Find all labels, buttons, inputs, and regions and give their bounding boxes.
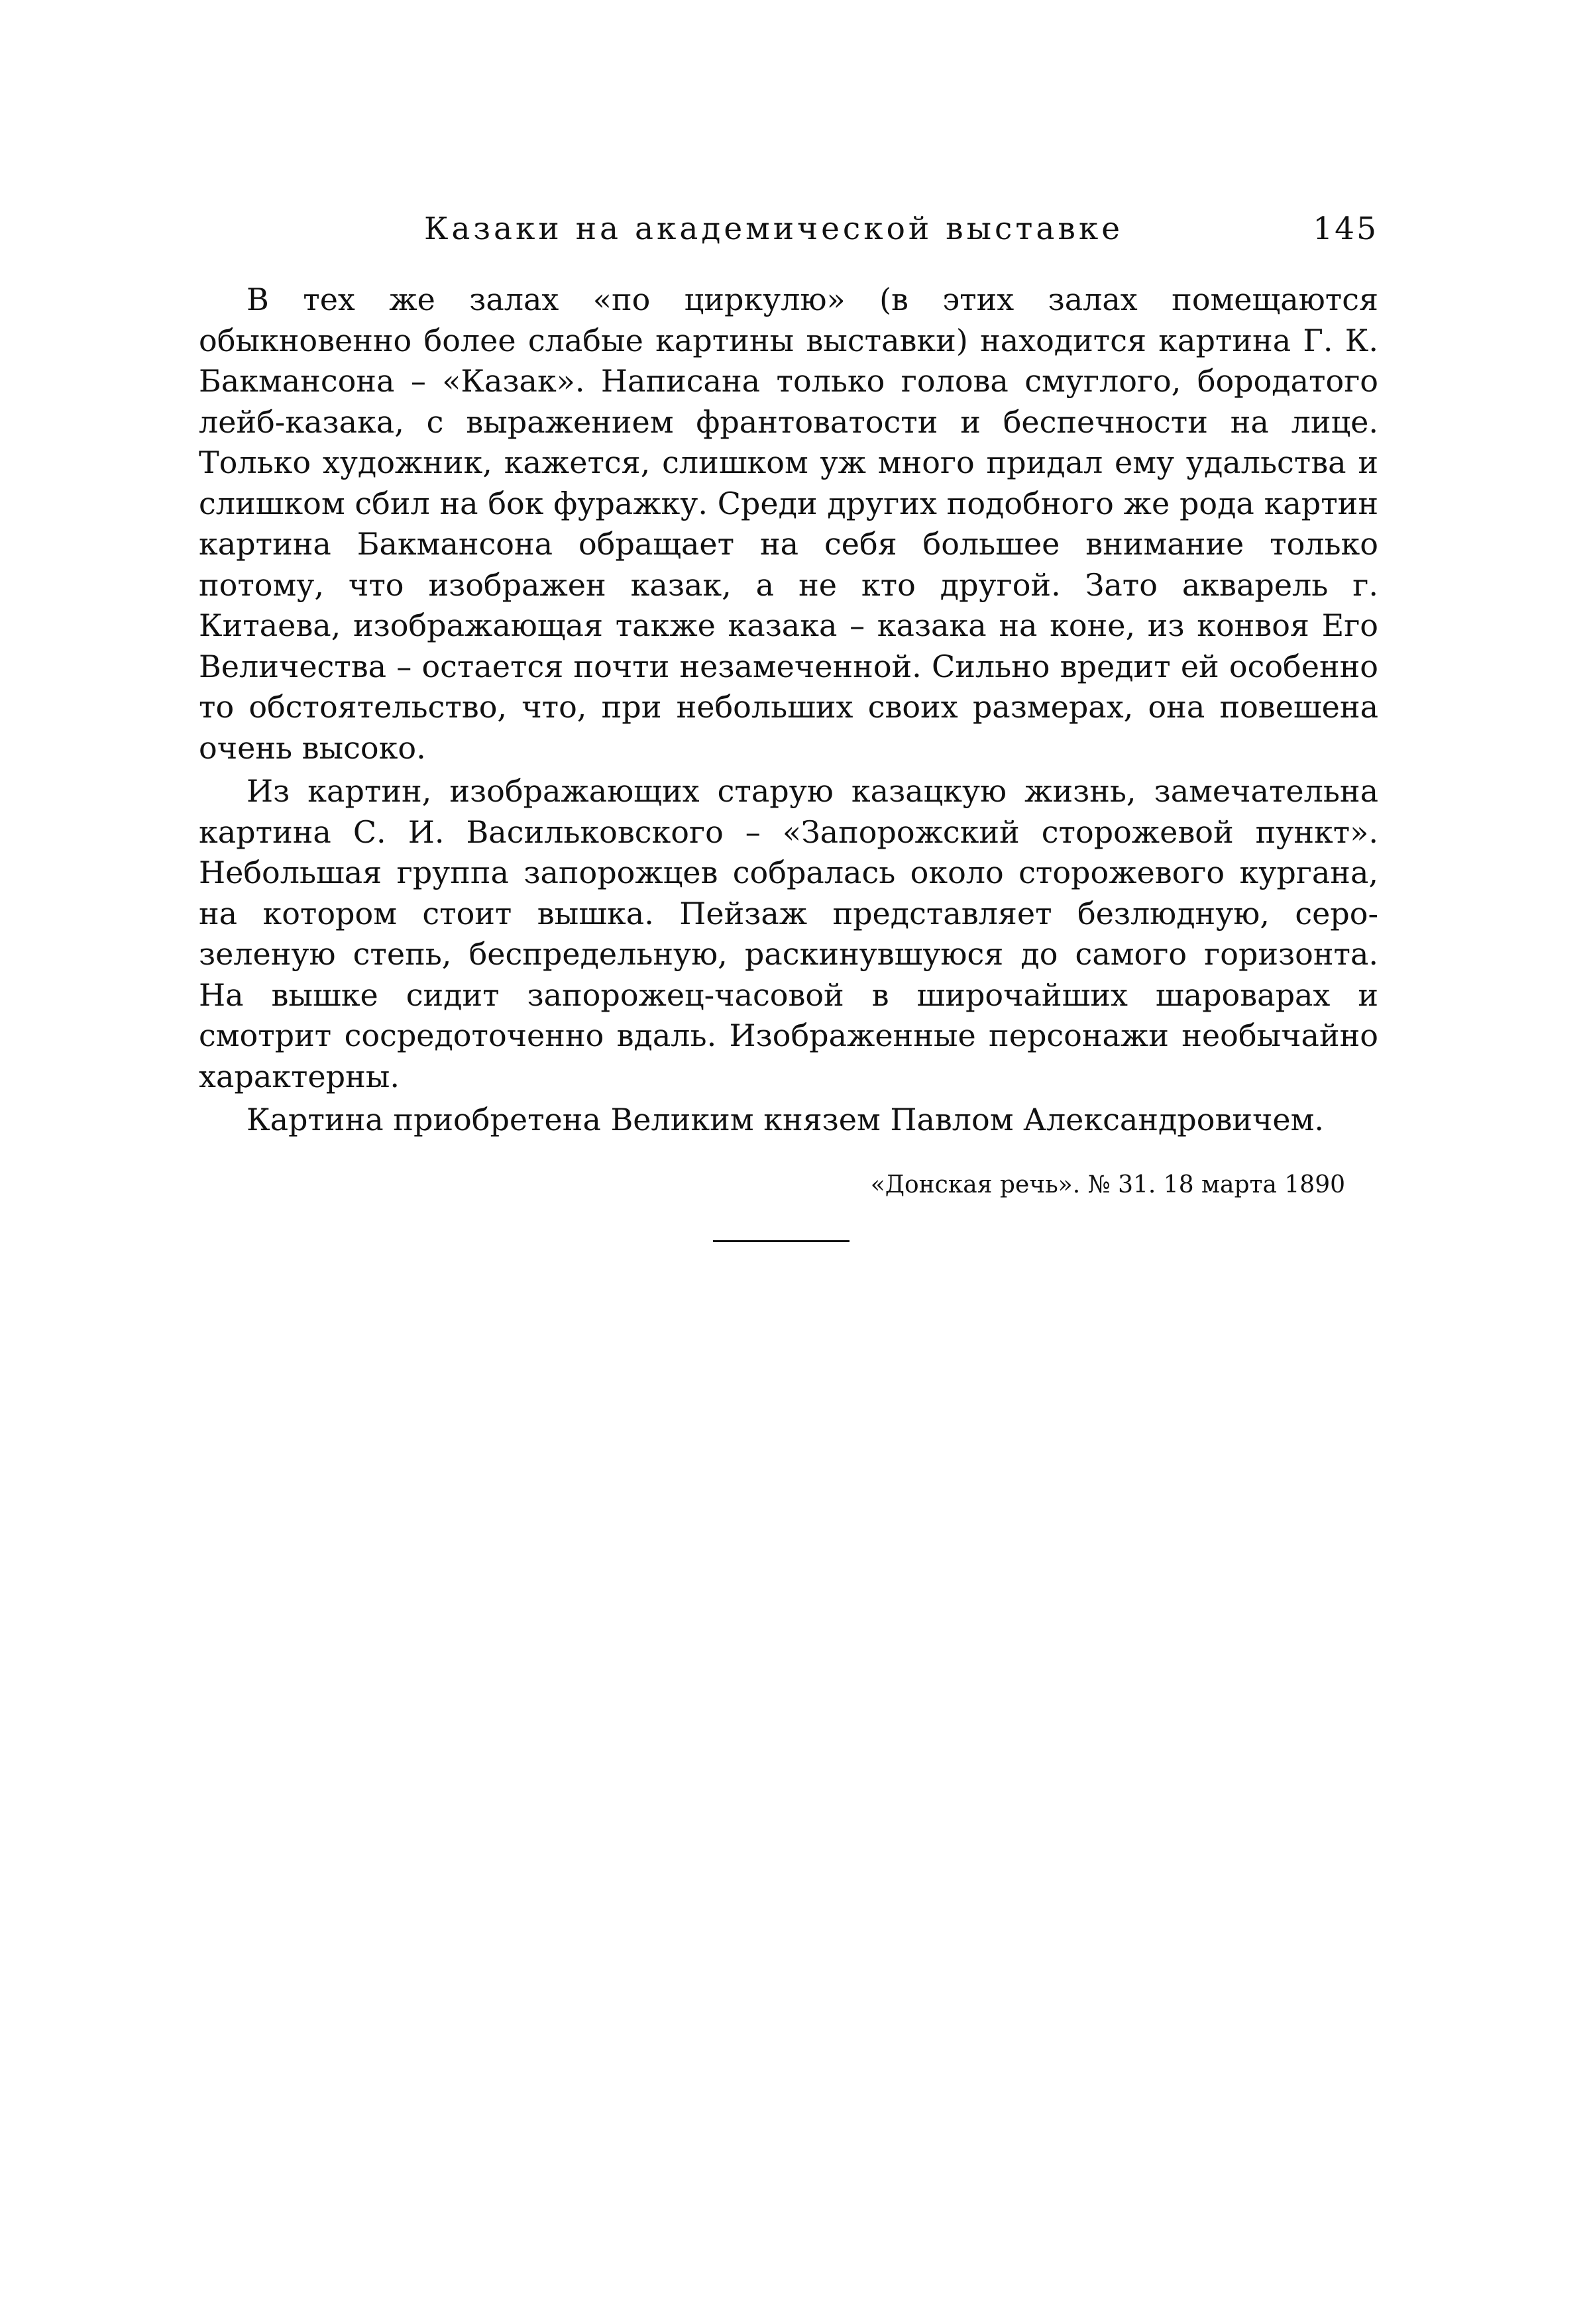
paragraph-1: В тех же залах «по циркулю» (в этих залах помещаются обыкновенно более слабые картины выставки) находится картина Г. К. Бакмансона – «Казак». Написана только голова смуглого, бородатого лейб-казака, с выражением франтоватости и беспечности на лице. Только художник, кажется, слишком уж много придал ему удальства и слишком сбил на бок фуражку. Среди других подобного же рода картин картина Бакмансона обращает на себя большее внимание только потому, что изображен казак, а не кто другой. Зато акварель г. Китаева, изображающая также казака – казака на коне, из конвоя Его Величества – остается почти незамеченной. Сильно вредит ей особенно то обстоятельство, что, при небольших своих размерах, она повешена очень высоко. — [199, 282, 1378, 766]
source-citation: «Донская речь». № 31. 18 марта 1890 — [870, 1171, 1345, 1198]
paragraph-3: Картина приобретена Великим князем Павлом Александровичем. — [247, 1102, 1325, 1137]
article-body — [199, 280, 1378, 1143]
running-header — [199, 211, 1378, 264]
end-rule — [713, 1240, 850, 1242]
running-title: Казаки на академической выставке — [424, 211, 1124, 247]
page-number: 145 — [1313, 211, 1378, 247]
paragraph-2: Из картин, изображающих старую казацкую жизнь, замечательна картина С. И. Васильковского – «Запорожский сторожевой пункт». Небольшая группа запорожцев собралась около сторожевого кургана, на котором стоит вышка. Пейзаж представляет безлюдную, серо-зеленую степь, беспредельную, раскинувшуюся до самого горизонта. На вышке сидит запорожец-часовой в широчайших шароварах и смотрит сосредоточенно вдаль. Изображенные персонажи необычайно характерны. — [199, 773, 1378, 1094]
